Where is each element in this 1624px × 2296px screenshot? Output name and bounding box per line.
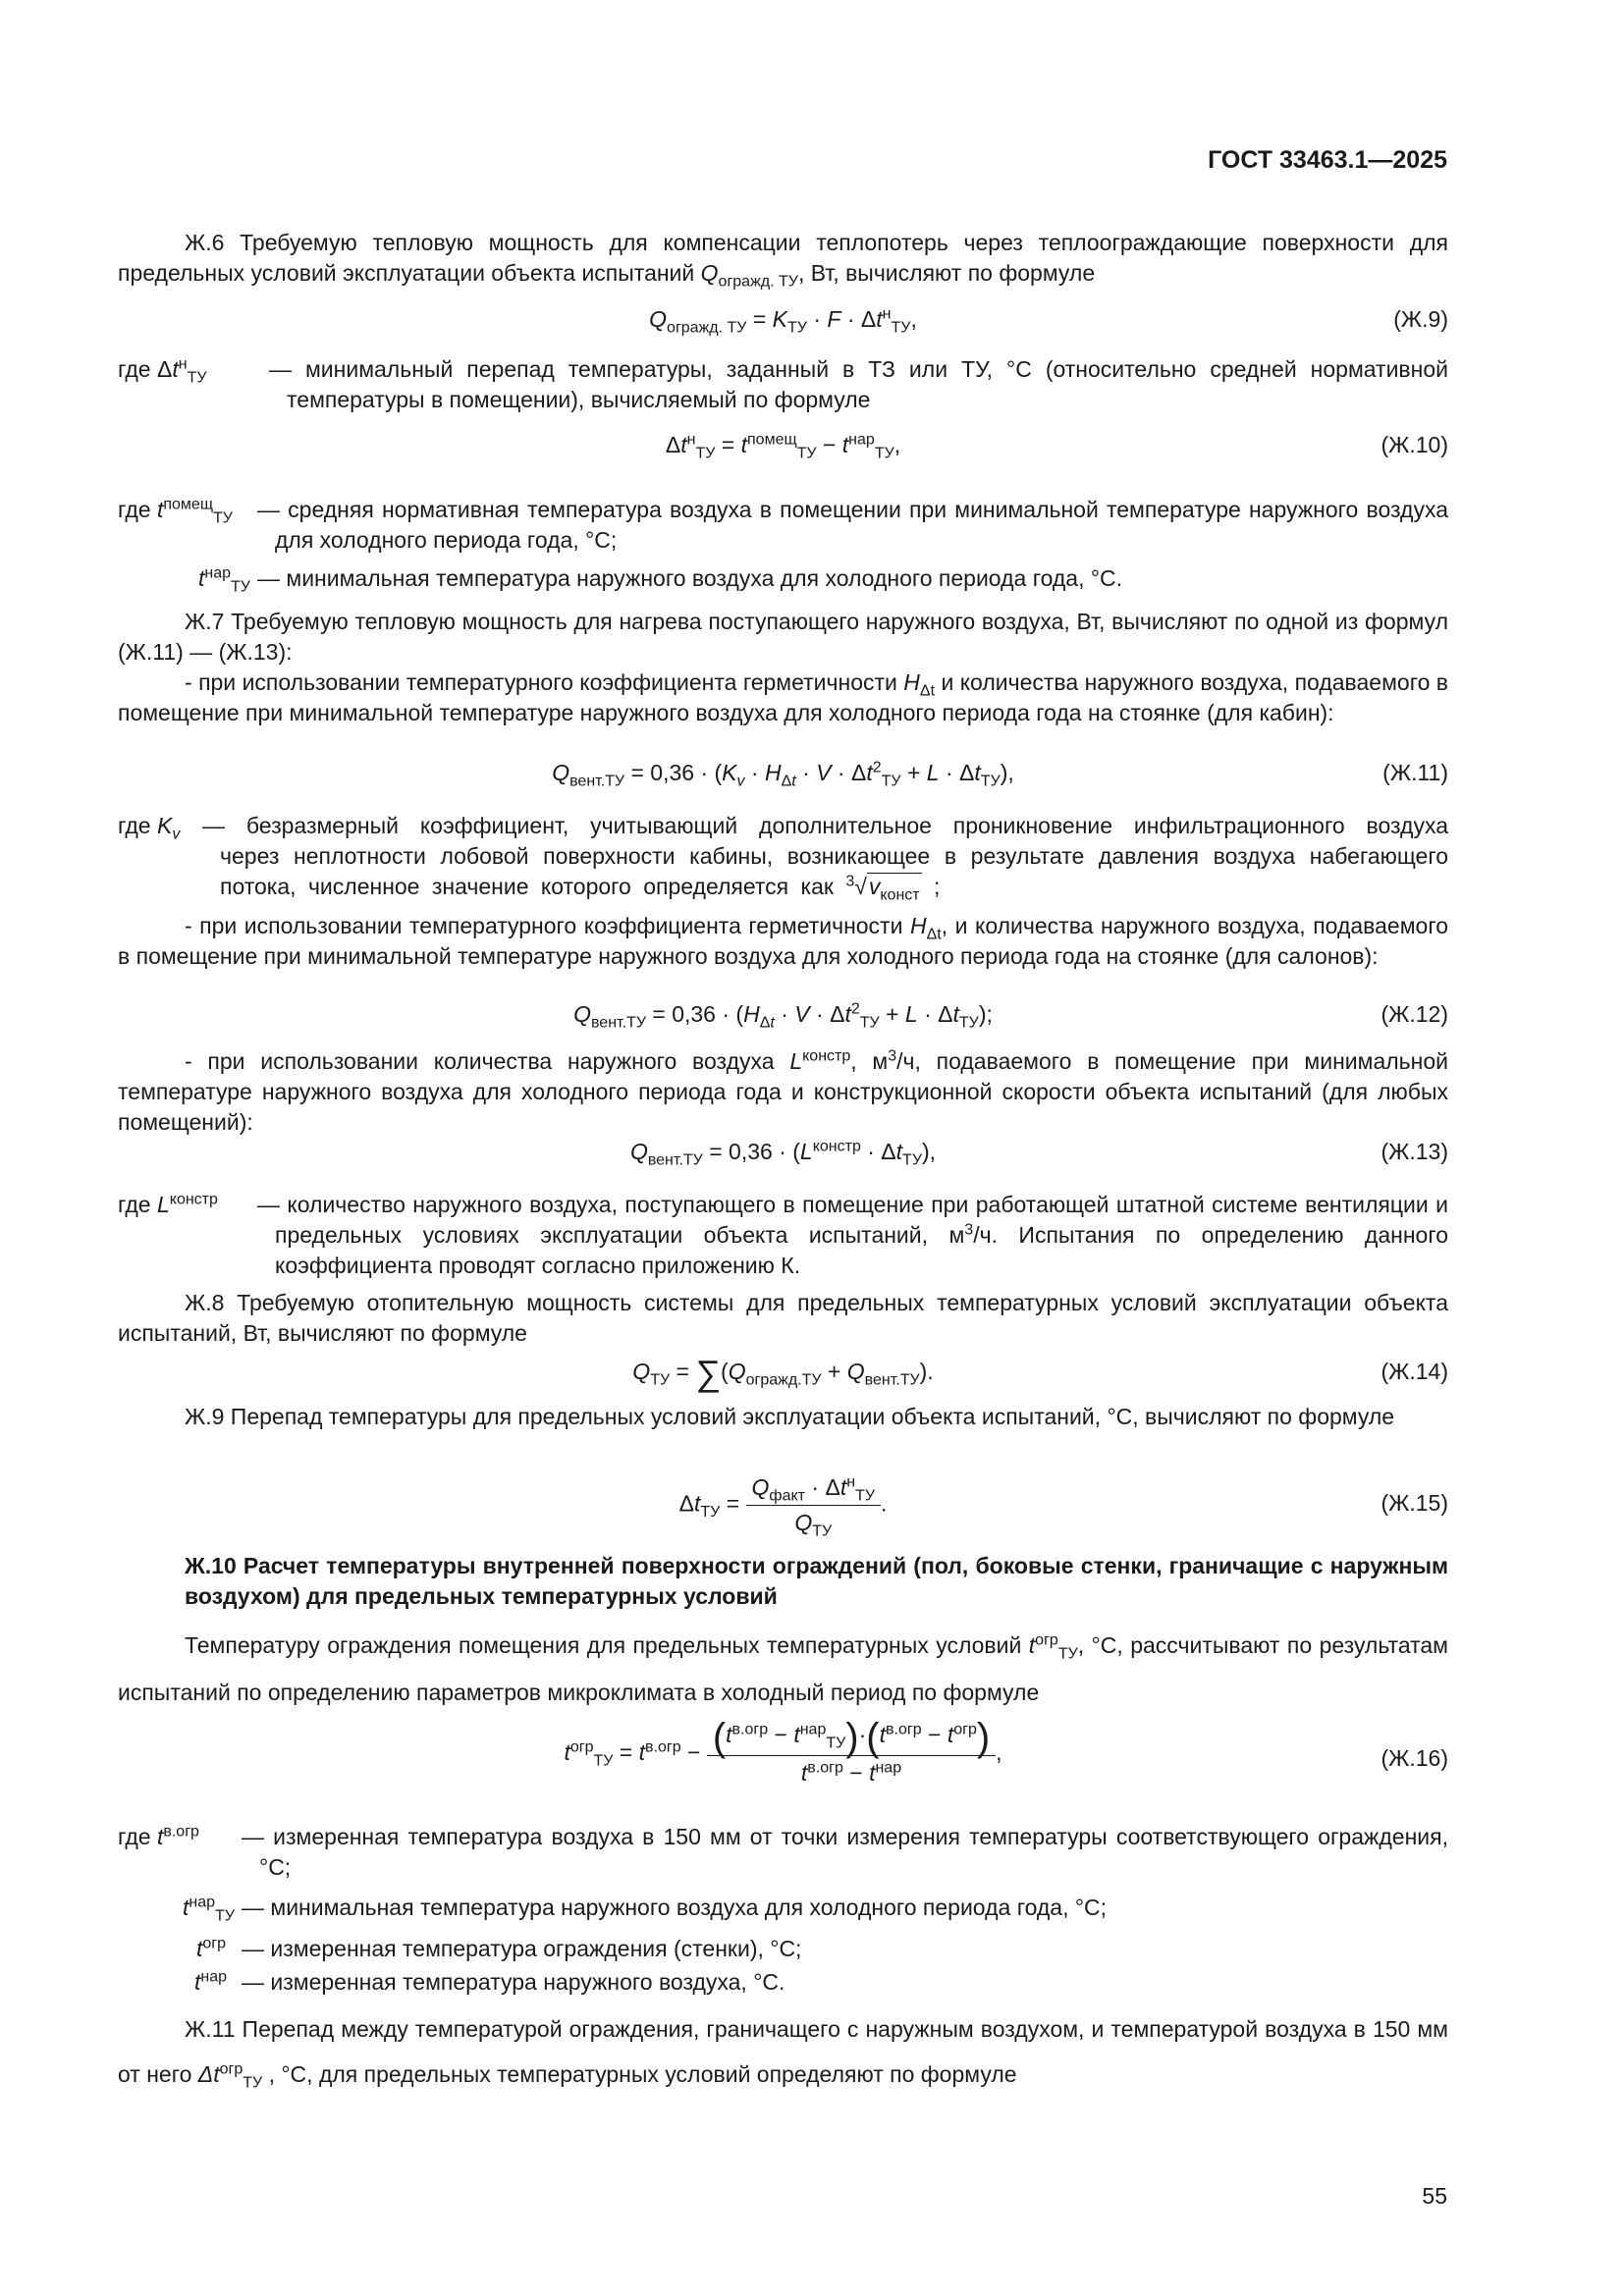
equation-zh14 xyxy=(118,1353,1448,1393)
where-zh16b xyxy=(118,1893,1448,1923)
where-zh10b-symbol: $t^{нар}_{ТУ}$ xyxy=(198,564,250,596)
where-zh10a xyxy=(118,495,1448,556)
where-zh16b-text: — минимальная температура наружного воздуха для холодного периода года, °С; xyxy=(242,1895,1108,1920)
equation-zh15-number: (Ж.15) xyxy=(1380,1490,1448,1516)
where-zh13-symbol: где $L^{констр}$ xyxy=(118,1191,218,1217)
equation-zh9 xyxy=(118,304,1448,338)
equation-zh9-number: (Ж.9) xyxy=(1393,306,1448,332)
where-zh13 xyxy=(118,1190,1448,1281)
equation-zh12-number: (Ж.12) xyxy=(1380,1001,1448,1027)
equation-zh14-number: (Ж.14) xyxy=(1380,1359,1448,1384)
where-zh10a-text: — средняя нормативная температура воздуха в помещении при минимальной температуре наружного воздуха для холодного периода года, °С; xyxy=(257,497,1448,553)
equation-zh11-number: (Ж.11) xyxy=(1382,760,1448,785)
where-zh16c-text: — измеренная температура ограждения (стенки), °С; xyxy=(242,1936,802,1961)
equation-zh13-number: (Ж.13) xyxy=(1380,1139,1448,1164)
where-zh11 xyxy=(118,811,1448,905)
equation-zh10 xyxy=(118,430,1448,463)
where-zh16d-symbol: $t^{нар}$ xyxy=(194,1968,228,1995)
equation-zh10-formula: $\Delta t^н_{ТУ} = t^{помещ}_{ТУ} - t^{нар}_{ТУ}$, xyxy=(665,431,901,462)
where-zh16b-symbol: $t^{нар}_{ТУ}$ xyxy=(183,1894,235,1925)
where-zh9 xyxy=(118,354,1448,415)
equation-zh11-formula: $Q_{вент.ТУ} = 0,36 \cdot (K_v \cdot H_{\Delta t} \cdot V \cdot \Delta t^2_{ТУ} + L \cdot \Delta t_{ТУ})$, xyxy=(552,759,1014,790)
equation-zh13 xyxy=(118,1137,1448,1170)
paragraph-zh6: Ж.6 Требуемую тепловую мощность для компенсации теплопотерь через теплоограждающие поверхности для предельных условий эксплуатации объекта испытаний $Q_{огражд. ТУ}$, Вт, вычисляют по формуле xyxy=(118,230,1448,291)
where-zh11-text: — безразмерный коэффициент, учитывающий дополнительное проникновение инфильтрационного воздуха через неплотности лобовой поверхности кабины, возникающее в результате давления воздуха набегающего потока, численное значение которого определяется как $^3√v_{конст}$ ; xyxy=(202,813,1448,904)
equation-zh12 xyxy=(118,999,1448,1033)
where-zh16d xyxy=(118,1967,1448,1998)
paragraph-zh7-bullet2: - при использовании температурного коэффициента герметичности $H_{\Delta t}$, и количества наружного воздуха, подаваемого в помещение при минимальной температуре наружного воздуха для холодного периода года на стоянке (для салонов): xyxy=(118,913,1448,969)
paragraph-zh7-bullet3: - при использовании количества наружного воздуха $L^{констр}$, $м^3/ч$, подаваемого в помещение при минимальной температуре наружного воздуха для холодного периода года и конструкционной скорости объекта испытаний (для любых помещений): xyxy=(118,1047,1448,1135)
equation-zh11 xyxy=(118,758,1448,791)
where-zh10b xyxy=(118,563,1448,594)
where-zh9-text: — минимальный перепад температуры, заданный в ТЗ или ТУ, °С (относительно средней нормативной температуры в помещении), вычисляемый по формуле xyxy=(269,356,1448,412)
equation-zh15 xyxy=(118,1472,1448,1539)
equation-zh16-number: (Ж.16) xyxy=(1380,1745,1448,1771)
equation-zh9-formula: $Q_{огражд. ТУ} = K_{ТУ} \cdot F \cdot \Delta t^н_{ТУ}$, xyxy=(649,305,917,337)
equation-zh10-number: (Ж.10) xyxy=(1380,432,1448,457)
standard-header: ГОСТ 33463.1—2025 xyxy=(1208,146,1447,174)
paragraph-zh8: Ж.8 Требуемую отопительную мощность системы для предельных температурных условий эксплуатации объекта испытаний, Вт, вычисляют по формуле xyxy=(118,1290,1448,1346)
equation-zh16 xyxy=(118,1716,1448,1798)
where-zh16a xyxy=(118,1822,1448,1883)
where-zh16c xyxy=(118,1934,1448,1964)
equation-zh14-formula: $Q_{ТУ} = \sum(Q_{огражд.ТУ} + Q_{вент.ТУ})$. xyxy=(632,1353,934,1393)
page-number: 55 xyxy=(1422,2183,1447,2209)
equation-zh16-formula: $t^{огр}_{ТУ} = t^{в.огр}$ − $\frac{(t^{в.огр} - t^{нар}_{ТУ})\cdot(t^{в.огр} - t^{огр})}{t^{в.огр} - t^{нар}}$ , xyxy=(564,1716,1002,1786)
paragraph-zh10: Температуру ограждения помещения для предельных температурных условий $t^{огр}_{ТУ}$, °С, рассчитывают по результатам испытаний по определению параметров микроклимата в холодный период по формуле xyxy=(118,1631,1448,1705)
equation-zh12-formula: $Q_{вент.ТУ} = 0,36 \cdot (H_{\Delta t} \cdot V \cdot \Delta t^2_{ТУ} + L \cdot \Delta t_{ТУ})$; xyxy=(573,1000,993,1032)
paragraph-zh9: Ж.9 Перепад температуры для предельных условий эксплуатации объекта испытаний, °С, вычисляют по формуле xyxy=(185,1404,1395,1429)
equation-zh13-formula: $Q_{вент.ТУ} = 0,36 \cdot (L^{констр} \cdot \Delta t_{ТУ})$, xyxy=(629,1138,937,1169)
where-zh13-text: — количество наружного воздуха, поступающего в помещение при работающей штатной системе вентиляции и предельных условиях эксплуатации объекта испытаний, $м^3/ч$. Испытания по определению данного коэффициента проводят согласно приложению К. xyxy=(257,1192,1448,1278)
paragraph-zh11: Ж.11 Перепад между температурой ограждения, граничащего с наружным воздухом, и температурой воздуха в 150 мм от него $\Delta t^{огр}_{ТУ}$ , °С, для предельных температурных условий определяют по формуле xyxy=(118,2016,1448,2092)
where-zh10b-text: — минимальная температура наружного воздуха для холодного периода года, °С. xyxy=(257,565,1123,591)
where-zh9-symbol: где $\Delta t^н_{ТУ}$ xyxy=(118,355,207,387)
paragraph-zh7: Ж.7 Требуемую тепловую мощность для нагрева поступающего наружного воздуха, Вт, вычисляют по одной из формул (Ж.11) — (Ж.13): xyxy=(118,609,1448,665)
where-zh11-symbol: где $K_v$ xyxy=(118,813,181,843)
where-zh16d-text: — измеренная температура наружного воздуха, °С. xyxy=(242,1969,785,1995)
where-zh10a-symbol: где $t^{помещ}_{ТУ}$ xyxy=(118,496,233,527)
paragraph-zh7-bullet1: - при использовании температурного коэффициента герметичности $H_{\Delta t}$ и количества наружного воздуха, подаваемого в помещение при минимальной температуре наружного воздуха для холодного периода года на стоянке (для кабин): xyxy=(118,669,1448,725)
section-heading-zh10: Ж.10 Расчет температуры внутренней поверхности ограждений (пол, боковые стенки, граничащие с наружным воздухом) для предельных температурных условий xyxy=(185,1553,1448,1609)
where-zh16a-text: — измеренная температура воздуха в 150 мм от точки измерения температуры соответствующего ограждения, °С; xyxy=(242,1824,1448,1880)
equation-zh15-formula: $\Delta t_{ТУ}$ = $\frac{Q_{факт} \cdot \Delta t^н_{ТУ}}{Q_{ТУ}}$ . xyxy=(678,1473,888,1540)
where-zh16a-symbol: где $t^{в.огр}$ xyxy=(118,1823,199,1849)
where-zh16c-symbol: $t^{огр}$ xyxy=(196,1935,227,1961)
